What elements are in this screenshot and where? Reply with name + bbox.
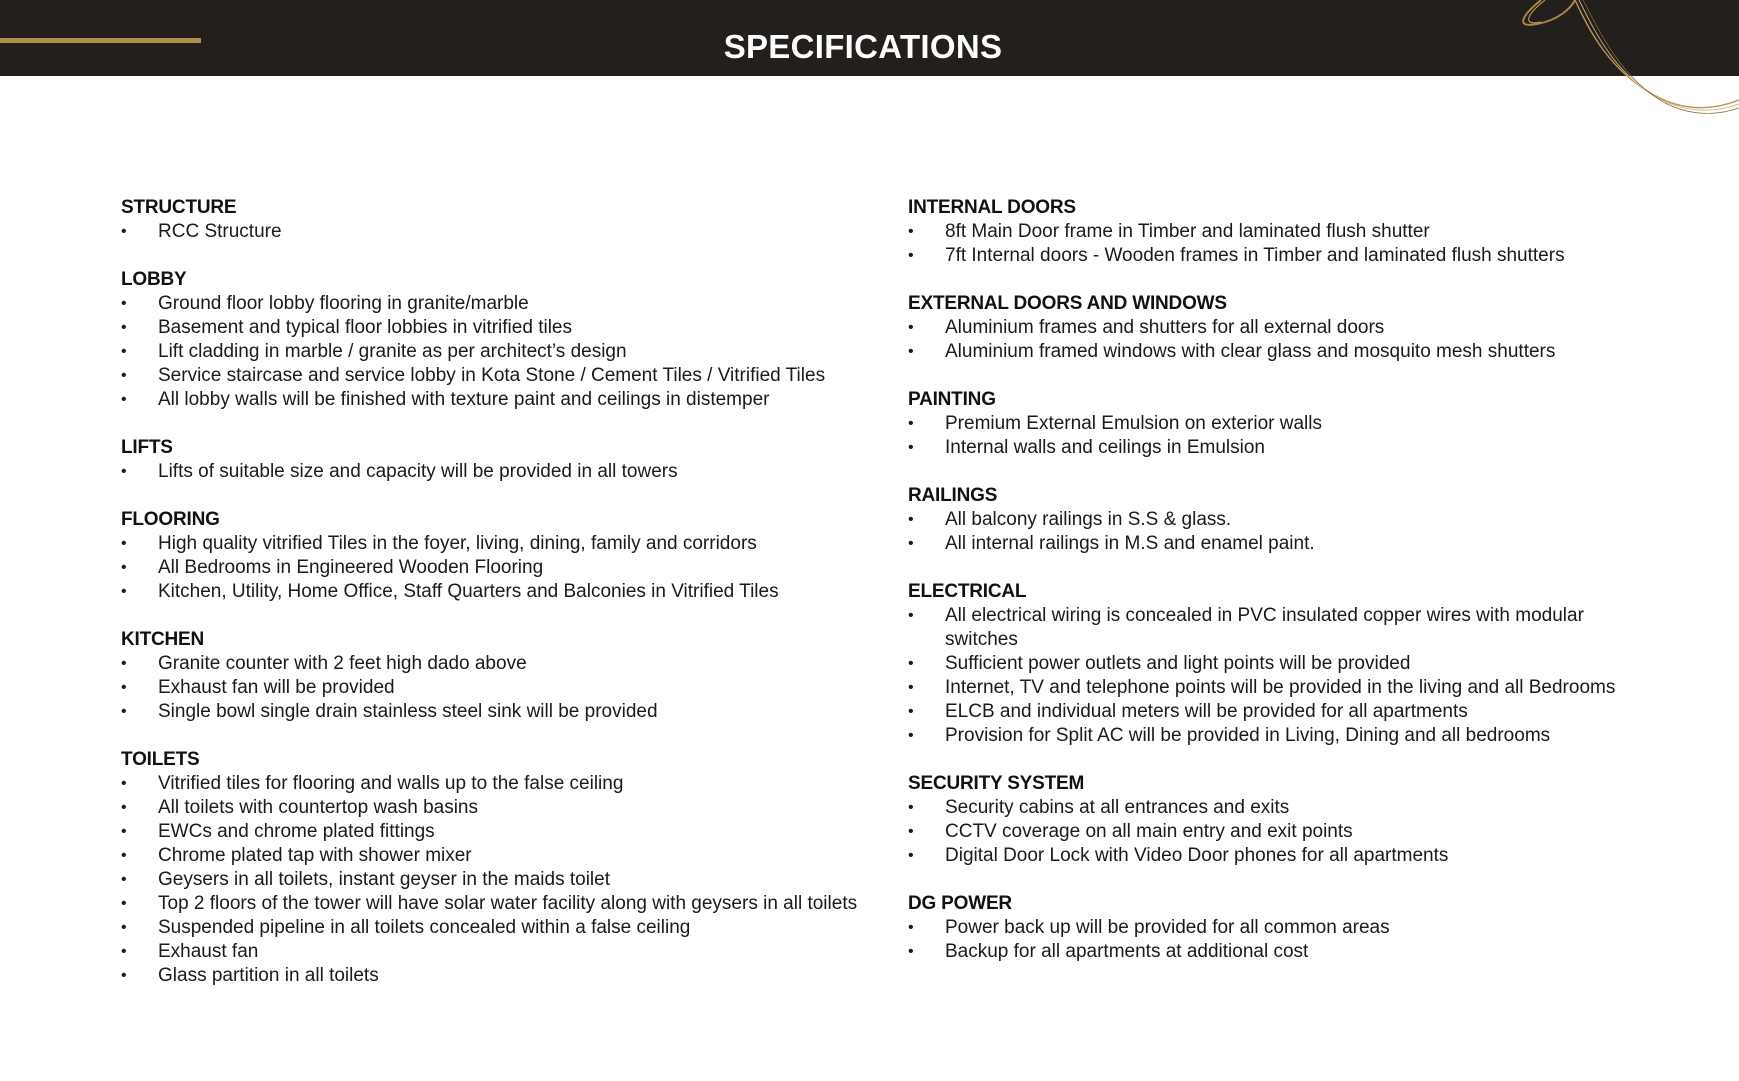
section-heading: DG POWER [908, 893, 1012, 914]
spec-section [908, 772, 1648, 868]
spec-list-item [121, 580, 858, 604]
spec-list-item [908, 604, 1645, 652]
bullet-icon: • [121, 367, 127, 384]
spec-item-text: Internal walls and ceilings in Emulsion [945, 437, 1265, 458]
spec-item-text: Lifts of suitable size and capacity will be provided in all towers [158, 461, 678, 482]
spec-section [121, 436, 831, 484]
spec-list-item [121, 700, 858, 724]
spec-item-text: High quality vitrified Tiles in the foyer, living, dining, family and corridors [158, 533, 757, 554]
spec-list-item [121, 292, 858, 316]
bullet-icon: • [908, 799, 914, 816]
spec-item-text: Sufficient power outlets and light points will be provided [945, 653, 1411, 674]
spec-list-item [121, 316, 858, 340]
spec-list-item [121, 460, 858, 484]
bullet-icon: • [121, 319, 127, 336]
section-heading: EXTERNAL DOORS AND WINDOWS [908, 293, 1227, 314]
spec-list-item [121, 940, 858, 964]
bullet-icon: • [908, 655, 914, 672]
bullet-icon: • [121, 679, 127, 696]
bullet-icon: • [121, 919, 127, 936]
spec-list [908, 508, 1648, 556]
spec-list-item [908, 244, 1645, 268]
section-heading: FLOORING [121, 509, 220, 530]
spec-item-text: All Bedrooms in Engineered Wooden Flooring [158, 557, 544, 578]
bullet-icon: • [908, 847, 914, 864]
bullet-icon: • [121, 823, 127, 840]
spec-list-item [908, 844, 1645, 868]
spec-section [908, 892, 1648, 964]
spec-list-item [908, 916, 1645, 940]
spec-section [121, 748, 858, 988]
bullet-icon: • [908, 943, 914, 960]
spec-list-item [121, 916, 858, 940]
spec-item-text: Kitchen, Utility, Home Office, Staff Quarters and Balconies in Vitrified Tiles [158, 581, 779, 602]
spec-list-item [908, 340, 1645, 364]
spec-list-item [121, 652, 858, 676]
spec-list-item [908, 700, 1645, 724]
spec-list [121, 460, 831, 484]
spec-list-item [121, 364, 858, 388]
spec-list-item [121, 820, 858, 844]
spec-item-text: CCTV coverage on all main entry and exit points [945, 821, 1353, 842]
spec-item-text: Ground floor lobby flooring in granite/marble [158, 293, 529, 314]
gold-ribbon-decoration [1479, 0, 1739, 120]
spec-item-text: 7ft Internal doors - Wooden frames in Timber and laminated flush shutters [945, 245, 1565, 266]
bullet-icon: • [121, 943, 127, 960]
bullet-icon: • [121, 703, 127, 720]
spec-item-text: Exhaust fan [158, 941, 259, 962]
spec-item-text: All balcony railings in S.S & glass. [945, 509, 1232, 530]
bullet-icon: • [908, 607, 914, 624]
spec-list-item [908, 220, 1645, 244]
spec-item-text: Top 2 floors of the tower will have solar water facility along with geysers in all toilets [158, 893, 858, 914]
spec-section [121, 628, 831, 724]
bullet-icon: • [121, 775, 127, 792]
right-spec-column [908, 196, 1648, 988]
spec-list-item [908, 316, 1645, 340]
section-heading: KITCHEN [121, 629, 205, 650]
spec-item-text: All lobby walls will be finished with texture paint and ceilings in distemper [158, 389, 770, 410]
spec-section [121, 196, 831, 244]
spec-item-text: ELCB and individual meters will be provided for all apartments [945, 701, 1468, 722]
spec-list-item [121, 220, 858, 244]
spec-list-item [121, 844, 858, 868]
section-heading: RAILINGS [908, 485, 998, 506]
section-heading: SECURITY SYSTEM [908, 773, 1085, 794]
spec-list-item [908, 820, 1645, 844]
spec-item-text: Vitrified tiles for flooring and walls up to the false ceiling [158, 773, 624, 794]
spec-list-item [908, 508, 1645, 532]
bullet-icon: • [908, 319, 914, 336]
spec-item-text: Premium External Emulsion on exterior walls [945, 413, 1322, 434]
spec-list [121, 220, 831, 244]
bullet-icon: • [121, 799, 127, 816]
bullet-icon: • [121, 223, 127, 240]
spec-item-text: Digital Door Lock with Video Door phones for all apartments [945, 845, 1449, 866]
bullet-icon: • [121, 535, 127, 552]
spec-section [908, 580, 1648, 748]
spec-item-text: Chrome plated tap with shower mixer [158, 845, 472, 866]
bullet-icon: • [121, 463, 127, 480]
bullet-icon: • [908, 727, 914, 744]
spec-list [121, 772, 858, 988]
spec-list-item [121, 532, 858, 556]
spec-item-text: Glass partition in all toilets [158, 965, 379, 986]
spec-item-text: All internal railings in M.S and enamel paint. [945, 533, 1315, 554]
spec-item-text: Security cabins at all entrances and exits [945, 797, 1290, 818]
spec-list-item [908, 436, 1645, 460]
bullet-icon: • [908, 247, 914, 264]
spec-list-item [121, 892, 858, 916]
bullet-icon: • [908, 919, 914, 936]
spec-list-item [121, 796, 858, 820]
bullet-icon: • [908, 439, 914, 456]
spec-list [121, 532, 831, 604]
page-title: SPECIFICATIONS [723, 28, 1003, 65]
section-heading: STRUCTURE [121, 197, 237, 218]
spec-list [908, 796, 1648, 868]
bullet-icon: • [908, 535, 914, 552]
bullet-icon: • [908, 415, 914, 432]
spec-section [121, 508, 831, 604]
spec-list-item [121, 388, 858, 412]
spec-list-item [121, 772, 858, 796]
page-title-wrap [0, 0, 1726, 76]
spec-item-text: Aluminium frames and shutters for all external doors [945, 317, 1385, 338]
spec-list [908, 604, 1648, 748]
spec-list-item [908, 532, 1645, 556]
spec-item-text: Geysers in all toilets, instant geyser in the maids toilet [158, 869, 610, 890]
spec-list [908, 220, 1648, 268]
spec-list [121, 652, 831, 724]
bullet-icon: • [121, 391, 127, 408]
bullet-icon: • [121, 559, 127, 576]
spec-list-item [908, 796, 1645, 820]
bullet-icon: • [908, 343, 914, 360]
bullet-icon: • [908, 703, 914, 720]
bullet-icon: • [908, 511, 914, 528]
spec-section [908, 196, 1648, 268]
spec-list-item [121, 868, 858, 892]
spec-item-text: Internet, TV and telephone points will be provided in the living and all Bedrooms [945, 677, 1616, 698]
spec-list-item [121, 556, 858, 580]
bullet-icon: • [121, 967, 127, 984]
spec-list-item [121, 676, 858, 700]
spec-item-text: Backup for all apartments at additional cost [945, 941, 1309, 962]
spec-item-text: Suspended pipeline in all toilets concealed within a false ceiling [158, 917, 691, 938]
section-heading: TOILETS [121, 749, 200, 770]
spec-item-text: Power back up will be provided for all common areas [945, 917, 1390, 938]
bullet-icon: • [908, 223, 914, 240]
spec-item-text: Provision for Split AC will be provided in Living, Dining and all bedrooms [945, 725, 1551, 746]
spec-section [908, 388, 1648, 460]
spec-item-text: RCC Structure [158, 221, 282, 242]
spec-item-text: All toilets with countertop wash basins [158, 797, 478, 818]
spec-section [121, 268, 831, 412]
section-heading: LIFTS [121, 437, 173, 458]
spec-list [908, 916, 1648, 964]
spec-item-text: Lift cladding in marble / granite as per architect’s design [158, 341, 627, 362]
bullet-icon: • [121, 895, 127, 912]
bullet-icon: • [908, 679, 914, 696]
spec-item-text: Exhaust fan will be provided [158, 677, 395, 698]
bullet-icon: • [908, 823, 914, 840]
spec-item-text: All electrical wiring is concealed in PVC insulated copper wires with modular switches [945, 605, 1584, 650]
spec-item-text: Single bowl single drain stainless steel sink will be provided [158, 701, 658, 722]
spec-list-item [121, 340, 858, 364]
bullet-icon: • [121, 343, 127, 360]
spec-item-text: EWCs and chrome plated fittings [158, 821, 435, 842]
section-heading: LOBBY [121, 269, 187, 290]
spec-item-text: Aluminium framed windows with clear glass and mosquito mesh shutters [945, 341, 1556, 362]
bullet-icon: • [121, 583, 127, 600]
spec-list-item [908, 724, 1645, 748]
section-heading: INTERNAL DOORS [908, 197, 1076, 218]
spec-section [908, 292, 1648, 364]
spec-list-item [908, 676, 1645, 700]
spec-list [121, 292, 831, 412]
spec-list-item [908, 940, 1645, 964]
spec-section [908, 484, 1648, 556]
spec-list [908, 412, 1648, 460]
spec-item-text: Granite counter with 2 feet high dado above [158, 653, 527, 674]
left-spec-column [121, 196, 858, 1012]
spec-item-text: Basement and typical floor lobbies in vitrified tiles [158, 317, 572, 338]
spec-item-text: Service staircase and service lobby in Kota Stone / Cement Tiles / Vitrified Tiles [158, 365, 826, 386]
bullet-icon: • [121, 655, 127, 672]
spec-list-item [908, 412, 1645, 436]
bullet-icon: • [121, 871, 127, 888]
spec-list-item [121, 964, 858, 988]
section-heading: PAINTING [908, 389, 996, 410]
spec-item-text: 8ft Main Door frame in Timber and laminated flush shutter [945, 221, 1430, 242]
spec-list [908, 316, 1648, 364]
bullet-icon: • [121, 847, 127, 864]
section-heading: ELECTRICAL [908, 581, 1027, 602]
bullet-icon: • [121, 295, 127, 312]
spec-list-item [908, 652, 1645, 676]
